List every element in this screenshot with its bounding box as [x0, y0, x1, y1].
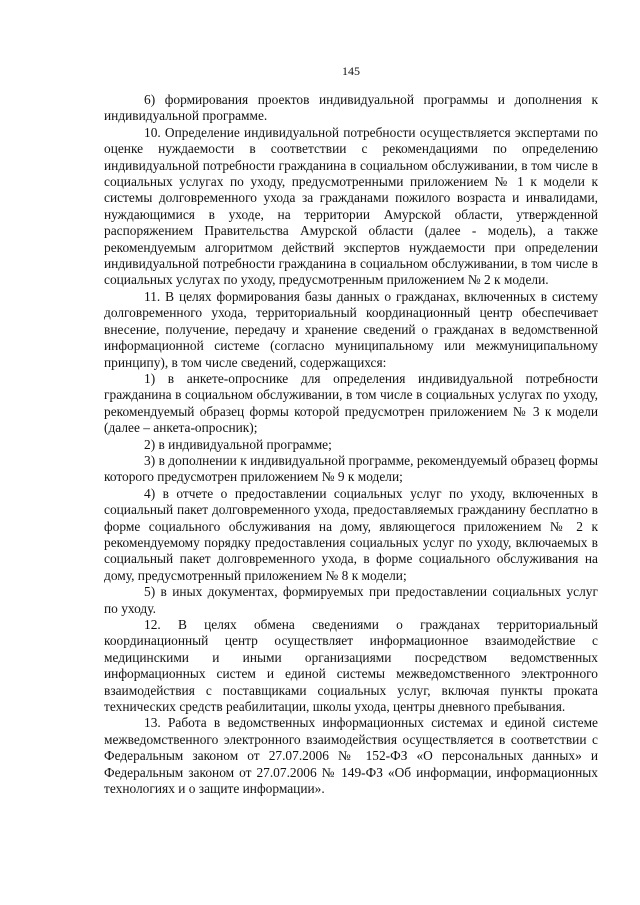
paragraph-item-4: 4) в отчете о предоставлении социальных услуг по уходу, включенных в социальный пакет долговременного ухода, предоставляемых гражданину бесплатно в форме социального обслуживания на дому, являющегося приложением № 2 к рекомендуемому порядку предоставления социальных услуг по уходу, включаемых в социальный пакет долговременного ухода, в форме социального обслуживания на дому, предусмотренный приложением № 8 к модели;: [104, 485, 598, 583]
paragraph-clause-13: 13. Работа в ведомственных информационных системах и единой системе межведомственного электронного взаимодействия осуществляется в соответствии с Федеральным законом от 27.07.2006 № 152-ФЗ «О персональных данных» и Федеральным законом от 27.07.2006 № 149-ФЗ «Об информации, информационных технологиях и о защите информации».: [104, 715, 598, 797]
paragraph-item-1: 1) в анкете-опроснике для определения индивидуальной потребности гражданина в социальном обслуживании, в том числе в социальных услугах по уходу, рекомендуемый образец формы которой предусмотрен приложением № 3 к модели (далее – анкета-опросник);: [104, 370, 598, 436]
page-number: 145: [342, 64, 360, 78]
paragraph-item-6: 6) формирования проектов индивидуальной программы и дополнения к индивидуальной программе.: [104, 92, 598, 124]
paragraph-item-3: 3) в дополнении к индивидуальной программе, рекомендуемый образец формы которого предусмотрен приложением № 9 к модели;: [104, 452, 598, 485]
paragraph-clause-12: 12. В целях обмена сведениями о гражданах территориальный координационный центр осуществляет информационное взаимодействие с медицинскими и иными организациями посредством ведомственных информационных систем и единой системы межведомственного электронного взаимодействия с поставщиками социальных услуг, включая пункты проката технических средств реабилитации, школы ухода, центры дневного пребывания.: [104, 617, 598, 715]
paragraph-clause-11: 11. В целях формирования базы данных о гражданах, включенных в систему долговременного ухода, территориальный координационный центр обеспечивает внесение, получение, передачу и хранение сведений о гражданах в ведомственной информационной системе (согласно муниципальному или межмуниципальному принципу), в том числе сведений, содержащихся:: [104, 288, 598, 370]
paragraph-clause-10: 10. Определение индивидуальной потребности осуществляется экспертами по оценке нуждаемости в соответствии с рекомендациями по определению индивидуальной потребности гражданина в социальном обслуживании, в том числе в социальных услугах по уходу, предусмотренными приложением № 1 к модели к системы долговременного ухода за гражданами пожилого возраста и инвалидами, нуждающимися в уходе, на территории Амурской области, утвержденной распоряжением Правительства Амурской области (далее - модель), а также рекомендуемым алгоритмом действий экспертов нуждаемости при определении индивидуальной потребности гражданина в социальном обслуживании, в том числе в социальных услугах по уходу, предусмотренным приложением № 2 к модели.: [104, 124, 598, 288]
document-page: [104, 64, 598, 797]
paragraph-item-2: 2) в индивидуальной программе;: [144, 436, 332, 452]
paragraph-item-5: 5) в иных документах, формируемых при предоставлении социальных услуг по уходу.: [104, 584, 598, 616]
